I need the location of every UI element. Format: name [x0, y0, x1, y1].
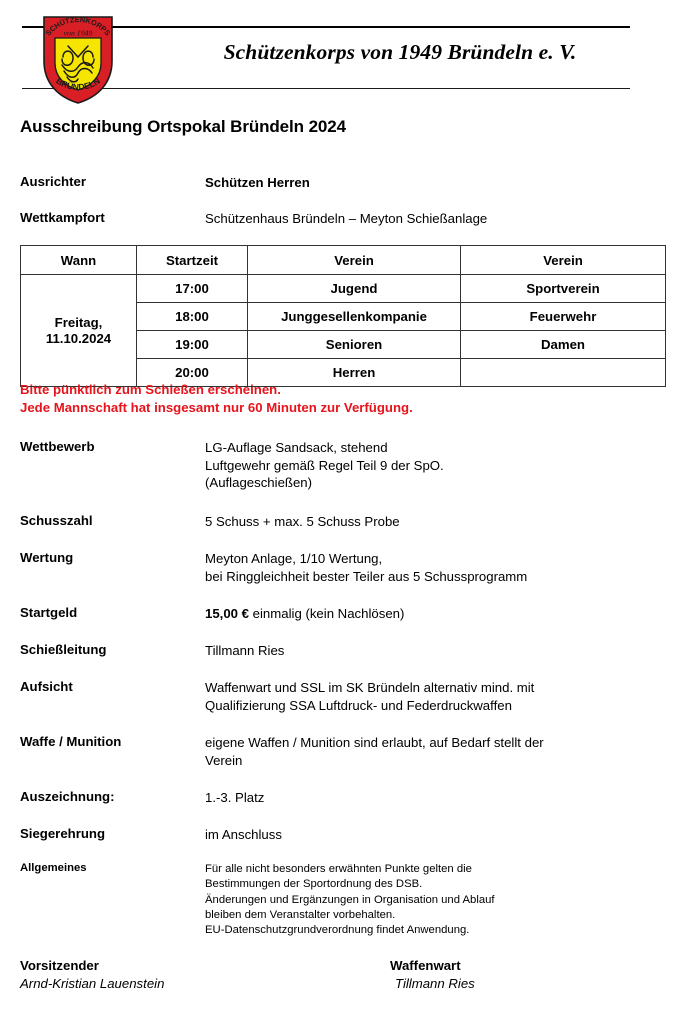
label-waffe-munition: Waffe / Munition — [20, 734, 122, 749]
cell-club1: Herren — [248, 359, 461, 387]
value-schiessleitung — [205, 642, 655, 660]
column-header-verein-1: Verein — [248, 246, 461, 275]
value-startgeld — [205, 605, 655, 623]
startgeld-rest: einmalig (kein Nachlösen) — [249, 606, 405, 621]
cell-time: 20:00 — [137, 359, 248, 387]
label-schusszahl: Schusszahl — [20, 513, 93, 528]
schiessleitung-line-1: Tillmann Ries — [205, 643, 285, 658]
value-waffe-munition — [205, 734, 655, 769]
wettbewerb-line-1: LG-Auflage Sandsack, stehend — [205, 440, 388, 455]
cell-club2: Sportverein — [461, 275, 666, 303]
column-header-wann: Wann — [21, 246, 137, 275]
label-aufsicht: Aufsicht — [20, 679, 73, 694]
cell-club1: Jugend — [248, 275, 461, 303]
value-auszeichnung — [205, 789, 655, 807]
schusszahl-line-1: 5 Schuss + max. 5 Schuss Probe — [205, 514, 400, 529]
cell-date — [21, 275, 137, 387]
waffe-line-1: eigene Waffen / Munition sind erlaubt, auf Bedarf stellt der — [205, 735, 544, 750]
allgemeines-line-5: EU-Datenschutzgrundverordnung findet Anwendung. — [205, 924, 470, 937]
cell-club2 — [461, 359, 666, 387]
aufsicht-line-1: Waffenwart und SSL im SK Bründeln alternativ mind. mit — [205, 680, 535, 695]
allgemeines-line-2: Bestimmungen der Sportordnung des DSB. — [205, 878, 423, 891]
club-name-heading: Schützenkorps von 1949 Bründeln e. V. — [223, 40, 577, 64]
wertung-line-2: bei Ringgleichheit bester Teiler aus 5 Schussprogramm — [205, 568, 528, 584]
label-allgemeines: Allgemeines — [20, 862, 87, 874]
auszeichnung-line-1: 1.-3. Platz — [205, 790, 265, 805]
signoff-waffenwart — [390, 957, 475, 993]
allgemeines-line-1: Für alle nicht besonders erwähnten Punkte gelten die — [205, 863, 472, 875]
table-row — [21, 275, 666, 303]
cell-time: 17:00 — [137, 275, 248, 303]
label-startgeld: Startgeld — [20, 605, 78, 620]
label-wettbewerb: Wettbewerb — [20, 439, 95, 454]
siegerehrung-line-1: im Anschluss — [205, 827, 282, 842]
allgemeines-line-3: Änderungen und Ergänzungen in Organisation und Ablauf — [205, 893, 495, 906]
value-siegerehrung — [205, 826, 655, 844]
signoff-left-person: Arnd-Kristian Lauenstein — [20, 976, 165, 991]
allgemeines-line-4: bleiben dem Veranstalter vorbehalten. — [205, 908, 396, 921]
notice-line-1: Bitte pünktlich zum Schießen erscheinen. — [20, 382, 281, 397]
cell-club1: Senioren — [248, 331, 461, 359]
signoff-vorsitzender — [20, 957, 164, 993]
column-header-verein-2: Verein — [461, 246, 666, 275]
date-line-2: 11.10.2024 — [45, 330, 112, 346]
cell-time: 19:00 — [137, 331, 248, 359]
label-wertung: Wertung — [20, 550, 74, 565]
club-crest-logo — [40, 13, 116, 105]
letterhead — [0, 0, 677, 108]
column-header-startzeit: Startzeit — [137, 246, 248, 275]
wettbewerb-line-3: (Auflageschießen) — [205, 475, 313, 490]
cell-time: 18:00 — [137, 303, 248, 331]
schedule-table — [20, 245, 666, 387]
label-siegerehrung: Siegerehrung — [20, 826, 106, 841]
notice-line-2: Jede Mannschaft hat insgesamt nur 60 Minuten zur Verfügung. — [20, 399, 413, 415]
value-aufsicht — [205, 679, 655, 714]
cell-club1: Junggesellenkompanie — [248, 303, 461, 331]
signoff-left-role: Vorsitzender — [20, 958, 99, 973]
signoff-right-person: Tillmann Ries — [395, 976, 475, 991]
startgeld-amount: 15,00 € — [205, 606, 249, 621]
value-allgemeines — [205, 862, 655, 938]
label-auszeichnung: Auszeichnung: — [20, 789, 115, 804]
cell-club2: Damen — [461, 331, 666, 359]
punctuality-notice — [20, 381, 413, 416]
value-wettkampfort: Schützenhaus Bründeln – Meyton Schießanlage — [205, 211, 488, 226]
aufsicht-line-2: Qualifizierung SSA Luftdruck- und Federdruckwaffen — [205, 697, 512, 713]
crest-year-text: von 1949 — [63, 28, 93, 38]
document-title: Ausschreibung Ortspokal Bründeln 2024 — [20, 117, 346, 136]
crest-top-text: SCHÜTZENKORPS — [43, 14, 113, 38]
value-ausrichter: Schützen Herren — [205, 175, 310, 190]
value-wettbewerb — [205, 439, 655, 492]
startgeld-line — [205, 605, 655, 623]
label-schiessleitung: Schießleitung — [20, 642, 107, 657]
waffe-line-2: Verein — [205, 752, 243, 768]
value-wertung — [205, 550, 655, 585]
wettbewerb-line-2: Luftgewehr gemäß Regel Teil 9 der SpO. — [205, 457, 444, 473]
signoff-right-role: Waffenwart — [390, 958, 461, 973]
label-ausrichter: Ausrichter — [20, 174, 86, 189]
table-header-row — [21, 246, 666, 275]
cell-club2: Feuerwehr — [461, 303, 666, 331]
value-schusszahl — [205, 513, 655, 531]
date-line-1: Freitag, — [54, 314, 103, 330]
wertung-line-1: Meyton Anlage, 1/10 Wertung, — [205, 551, 383, 566]
crest-bottom-text: BRÜNDELN — [54, 75, 102, 92]
label-wettkampfort: Wettkampfort — [20, 210, 105, 225]
